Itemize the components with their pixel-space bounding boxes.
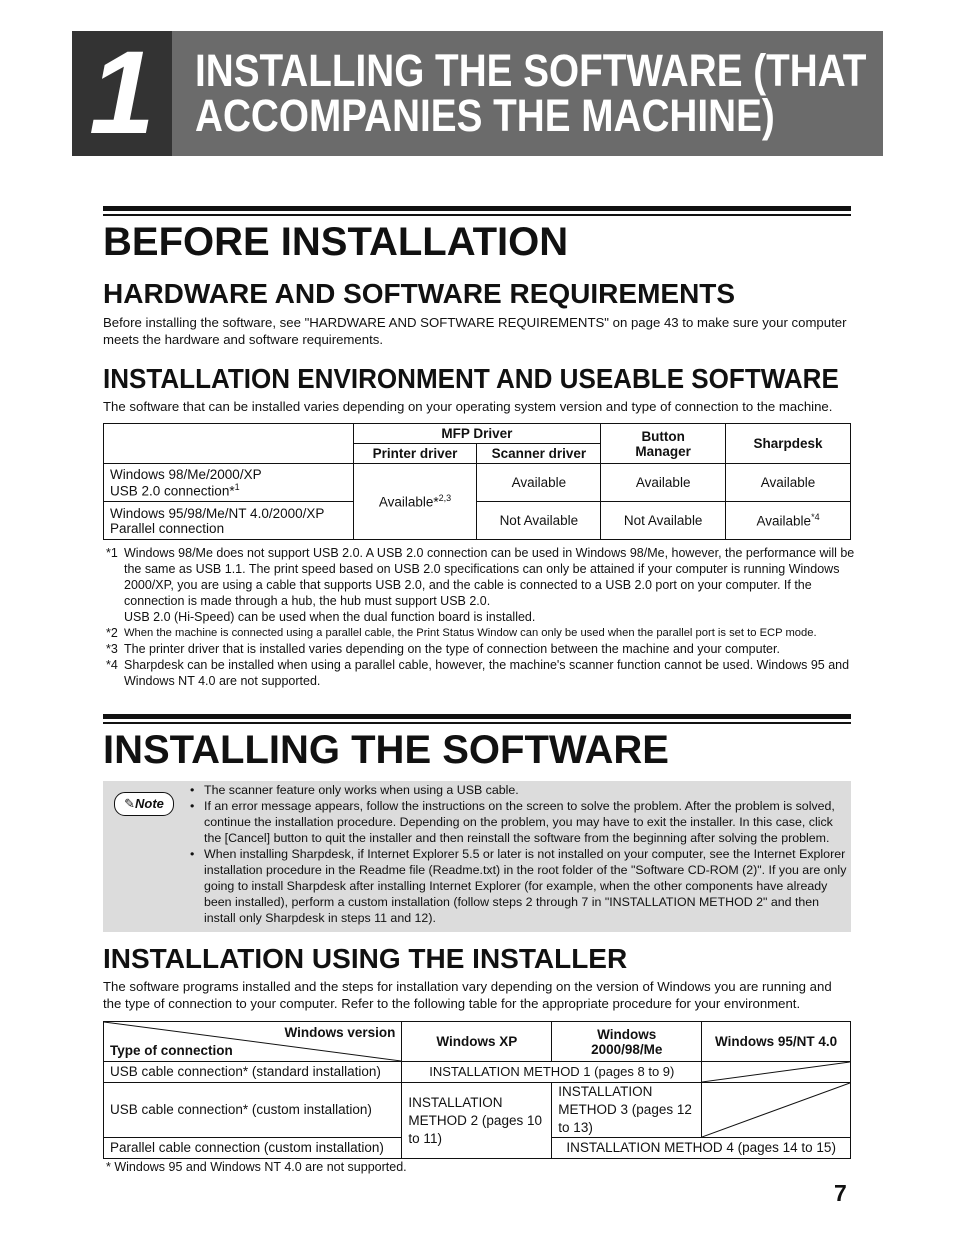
note-item: • If an error message appears, follow the instructions on the screen to solve the problem. After the problem is solved, continue the installation procedure. Depending on the problem, you may have to exit the installer. In this case, click the [Cancel] button to quit the installer and then reinstall the software from the beginning after solving the problem. bbox=[190, 799, 835, 845]
diagonal-line bbox=[702, 1083, 850, 1137]
usb-sharpdesk: Available bbox=[726, 464, 851, 502]
heading-installation-using-installer: INSTALLATION USING THE INSTALLER bbox=[103, 943, 628, 974]
chapter-title-line1: INSTALLING THE SOFTWARE (THAT bbox=[195, 45, 867, 96]
usb-scanner-driver: Available bbox=[477, 464, 601, 502]
heading-installation-environment: INSTALLATION ENVIRONMENT AND USEABLE SOFTWARE bbox=[103, 363, 839, 394]
section-rule-thin bbox=[103, 722, 851, 724]
installation-method-2: INSTALLATION METHOD 2 (pages 10 to 11) bbox=[402, 1083, 552, 1159]
header-windows-xp: Windows XP bbox=[402, 1022, 552, 1062]
header-windows-version: Windows version bbox=[284, 1024, 396, 1040]
footnote-2: *2 When the machine is connected using a parallel cable, the Print Status Window can only be used when the parallel port is set to ECP mode. bbox=[106, 626, 817, 640]
note-badge: ✎Note bbox=[114, 792, 174, 816]
section-rule-thick bbox=[103, 206, 851, 211]
footnote-3: *3 The printer driver that is installed varies depending on the type of connection between the machine and your computer. bbox=[106, 642, 780, 656]
row-parallel-label: Windows 95/98/Me/NT 4.0/2000/XP Parallel connection bbox=[104, 502, 354, 540]
header-mfp-driver: MFP Driver bbox=[353, 424, 601, 444]
note-item: • The scanner feature only works when using a USB cable. bbox=[190, 783, 519, 797]
table2-footnote: * Windows 95 and Windows NT 4.0 are not supported. bbox=[106, 1160, 407, 1174]
note-list bbox=[190, 782, 850, 926]
header-sharpdesk: Sharpdesk bbox=[726, 424, 851, 464]
installation-method-3: INSTALLATION METHOD 3 (pages 12 to 13) bbox=[552, 1083, 702, 1138]
installation-method-4: INSTALLATION METHOD 4 (pages 14 to 15) bbox=[552, 1138, 851, 1159]
footnote-4: *4 Sharpdesk can be installed when using a parallel cable, however, the machine's scanner function cannot be used. Windows 95 and Windows NT 4.0 are not supported. bbox=[106, 658, 850, 688]
header-button-manager: Button Manager bbox=[601, 424, 726, 464]
pencil-icon: ✎ bbox=[124, 796, 135, 811]
diagonal-line bbox=[702, 1062, 850, 1082]
table-corner-cell bbox=[104, 424, 354, 464]
printer-driver-availability: Available*$^{2,3}$ bbox=[353, 464, 477, 540]
installation-method-table bbox=[103, 1021, 851, 1159]
chapter-title bbox=[195, 45, 867, 141]
usb-button-manager: Available bbox=[601, 464, 726, 502]
installation-method-1: INSTALLATION METHOD 1 (pages 8 to 9) bbox=[402, 1062, 702, 1083]
footnote-1: *1 Windows 98/Me does not support USB 2.0. A USB 2.0 connection can be used in Windows 98/Me, however, the performance will be the same as USB 1.1. The print speed based on USB 2.0 specifications can only be attained if your computer is running Windows 2000/XP, you are using a cable that supports USB 2.0, and the cable is connected to a USB 2.0 port on your computer. If the connection is made through a hub, the hub must support USB 2.0. USB 2.0 (Hi-Speed) can be used when the dual function board is installed. bbox=[106, 546, 855, 624]
header-windows-95: Windows 95/NT 4.0 bbox=[702, 1022, 851, 1062]
parallel-button-manager: Not Available bbox=[601, 502, 726, 540]
section-title-installing: INSTALLING THE SOFTWARE bbox=[103, 728, 669, 772]
chapter-number: 1 bbox=[72, 31, 172, 156]
section-rule-thin bbox=[103, 214, 851, 216]
row-usb-label: Windows 98/Me/2000/XP USB 2.0 connection*$^1$ bbox=[104, 464, 354, 502]
row-usb-standard-label: USB cable connection* (standard installation) bbox=[104, 1062, 402, 1083]
not-applicable-cell bbox=[702, 1062, 851, 1083]
chapter-title-line2: ACCOMPANIES THE MACHINE) bbox=[195, 90, 775, 141]
parallel-sharpdesk: Available$^{*4}$ bbox=[726, 502, 851, 540]
section-rule-thick bbox=[103, 714, 851, 719]
header-type-of-connection: Type of connection bbox=[110, 1042, 233, 1058]
installer-text: The software programs installed and the steps for installation vary depending on the version of Windows you are running and the type of connection to your computer. Refer to the following table for the appropriate procedure for your environment. bbox=[103, 979, 832, 1011]
row-parallel-custom-label: Parallel cable connection (custom installation) bbox=[104, 1138, 402, 1159]
table-corner-diagonal bbox=[104, 1022, 402, 1062]
hardware-requirements-text: Before installing the software, see "HARDWARE AND SOFTWARE REQUIREMENTS" on page 43 to make sure your computer meets the hardware and software requirements. bbox=[103, 315, 847, 347]
installation-environment-text: The software that can be installed varies depending on your operating system version and type of connection to the machine. bbox=[103, 399, 833, 414]
note-item: • When installing Sharpdesk, if Internet Explorer 5.5 or later is not installed on your computer, see the Internet Explorer installation procedure in the Readme file (Readme.txt) in the root folder of the "Software CD-ROM (2)". If you are only going to install Sharpdesk after installing Internet Explorer (for example, when the other components have already been installed), perform a custom installation (follow steps 2 through 7 in "INSTALLATION METHOD 2" and then install only Sharpdesk in steps 11 and 12). bbox=[190, 847, 847, 925]
row-usb-custom-label: USB cable connection* (custom installation) bbox=[104, 1083, 402, 1138]
heading-hardware-requirements: HARDWARE AND SOFTWARE REQUIREMENTS bbox=[103, 278, 736, 309]
page-number: 7 bbox=[834, 1180, 847, 1206]
not-applicable-cell bbox=[702, 1083, 851, 1138]
section-title-before: BEFORE INSTALLATION bbox=[103, 220, 569, 264]
header-scanner-driver: Scanner driver bbox=[477, 444, 601, 464]
header-windows-2000: Windows 2000/98/Me bbox=[552, 1022, 702, 1062]
software-availability-table bbox=[103, 423, 851, 540]
parallel-scanner-driver: Not Available bbox=[477, 502, 601, 540]
header-printer-driver: Printer driver bbox=[353, 444, 477, 464]
table-footnotes bbox=[106, 545, 856, 689]
